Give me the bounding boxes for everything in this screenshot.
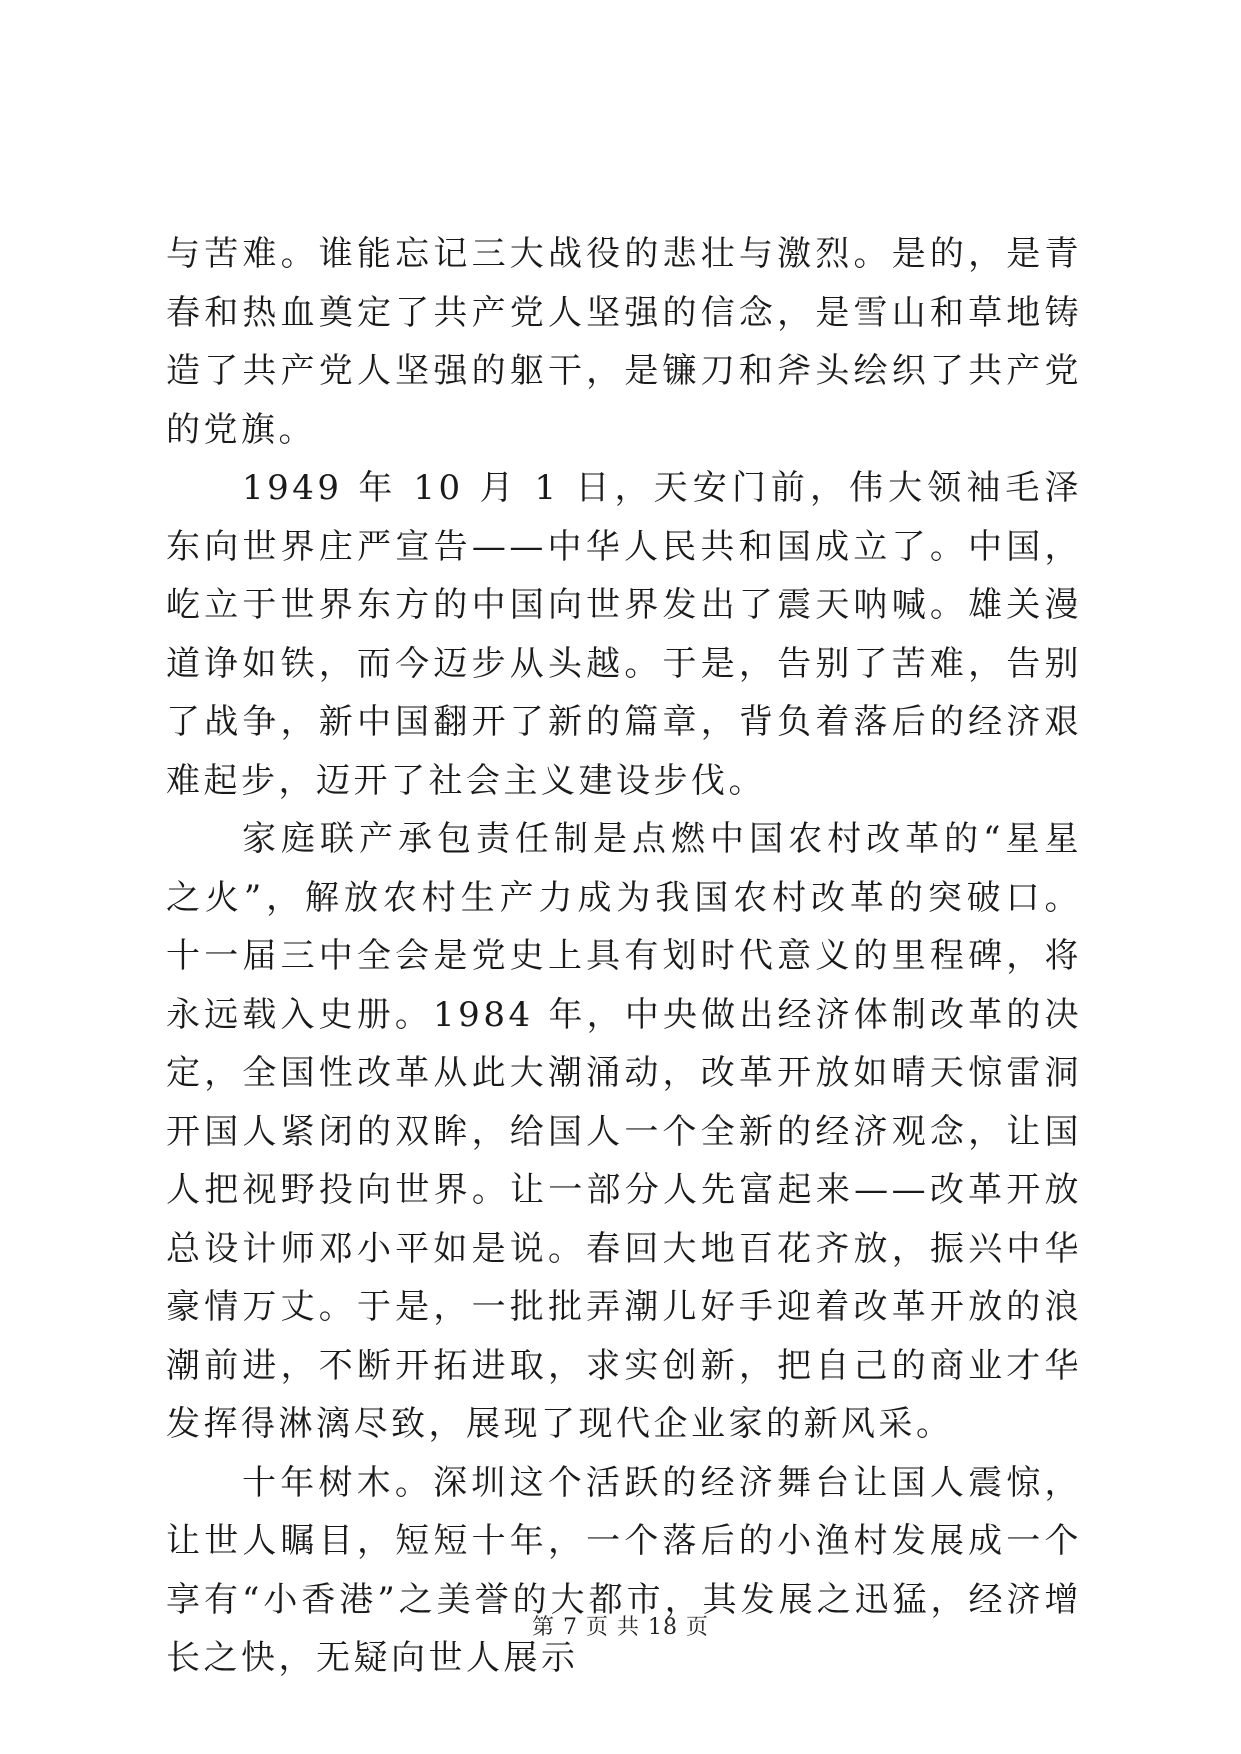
paragraph-founding-of-prc: 1949 年 10 月 1 日，天安门前，伟大领袖毛泽东向世界庄严宣告——中华人民共和国成立了。中国，屹立于世界东方的中国向世界发出了震天呐喊。雄关漫道诤如铁，而今迈步从头越。于是，告别了苦难，告别了战争，新中国翻开了新的篇章，背负着落后的经济艰难起步，迈开了社会主义建设步伐。 xyxy=(166,468,1082,801)
paragraph-continuation: 与苦难。谁能忘记三大战役的悲壮与激烈。是的，是青春和热血奠定了共产党人坚强的信念，是雪山和草地铸造了共产党人坚强的躯干，是镰刀和斧头绘织了共产党的党旗。 xyxy=(166,234,1082,450)
paragraph-shenzhen: 十年树木。深圳这个活跃的经济舞台让国人震惊，让世人瞩目，短短十年，一个落后的小渔村发展成一个享有“小香港”之美誉的大都市，其发展之迅猛，经济增长之快，无疑向世人展示 xyxy=(166,1462,1082,1678)
page-number-footer: 第 7 页 共 18 页 xyxy=(532,1615,709,1640)
document-body xyxy=(166,225,1082,1688)
paragraph-reform-and-opening: 家庭联产承包责任制是点燃中国农村改革的“星星之火”，解放农村生产力成为我国农村改革的突破口。十一届三中全会是党史上具有划时代意义的里程碑，将永远载入史册。1984 年，中央做出经济体制改革的决定，全国性改革从此大潮涌动，改革开放如晴天惊雷洞开国人紧闭的双眸，给国人一个全新的经济观念，让国人把视野投向世界。让一部分人先富起来——改革开放总设计师邓小平如是说。春回大地百花齐放，振兴中华豪情万丈。于是，一批批弄潮儿好手迎着改革开放的浪潮前进，不断开拓进取，求实创新，把自己的商业才华发挥得淋漓尽致，展现了现代企业家的新风采。 xyxy=(166,819,1082,1444)
